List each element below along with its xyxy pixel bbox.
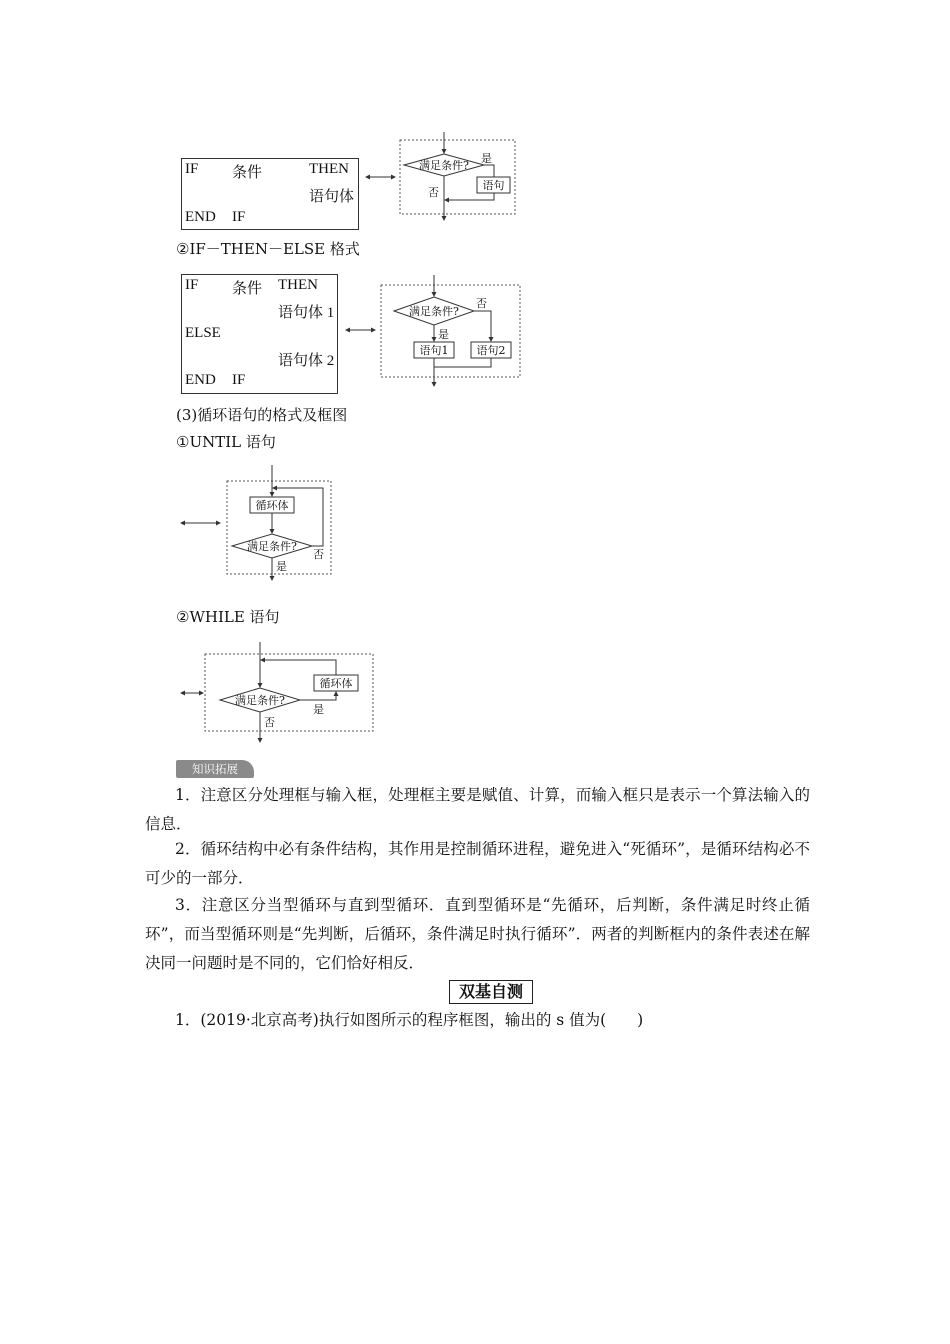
no-label: 否 <box>476 297 487 310</box>
para-text: 1．注意区分处理框与输入框，处理框主要是赋值、计算，而输入框只是表示一个算法输入的信息． <box>145 786 810 833</box>
yes-label: 是 <box>481 152 492 165</box>
yes-label: 是 <box>313 703 324 716</box>
if-then-flowchart <box>360 132 525 222</box>
knowledge-para-1 <box>145 781 810 839</box>
until-flowchart <box>175 465 335 585</box>
code-endif: IF <box>232 372 246 388</box>
loop-body-label: 循环体 <box>255 499 289 512</box>
loop-body-label: 循环体 <box>319 677 353 690</box>
while-flowchart <box>175 642 380 746</box>
diamond-label: 满足条件? <box>419 159 469 172</box>
code-then: THEN <box>278 277 318 293</box>
no-label: 否 <box>313 548 324 561</box>
loop-heading: (3)循环语句的格式及框图 <box>176 406 348 424</box>
code-endif: IF <box>232 209 246 225</box>
code-else: ELSE <box>185 325 221 341</box>
code-if: IF <box>185 161 199 177</box>
stmt2-label: 语句2 <box>476 344 506 357</box>
para-text: 3．注意区分当型循环与直到型循环．直到型循环是“先循环，后判断，条件满足时终止循环”，而当型循环则是“先判断，后循环，条件满足时执行循环”．两者的判断框内的条件表述在解决同一问题时是不同的，它们恰好相反． <box>145 896 810 972</box>
code-then: THEN <box>309 161 349 177</box>
until-caption: ①UNTIL 语句 <box>176 433 276 451</box>
code-body1: 语句体 1 <box>278 305 335 321</box>
diamond-label: 满足条件? <box>409 305 459 318</box>
code-condition: 条件 <box>232 281 263 297</box>
diamond-label: 满足条件? <box>247 540 297 553</box>
knowledge-badge: 知识拓展 <box>176 760 254 778</box>
no-label: 否 <box>264 716 275 729</box>
code-end: END <box>185 209 216 225</box>
code-condition: 条件 <box>232 165 263 181</box>
code-if: IF <box>185 277 199 293</box>
code-end: END <box>185 372 216 388</box>
yes-label: 是 <box>438 328 449 341</box>
if-else-caption: ②IF－THEN－ELSE 格式 <box>176 240 360 258</box>
if-else-code-box <box>181 274 338 394</box>
stmt1-label: 语句1 <box>419 344 449 357</box>
para-text: 2．循环结构中必有条件结构，其作用是控制循环进程，避免进入“死循环”，是循环结构必不可少的一部分． <box>145 840 810 887</box>
diamond-label: 满足条件? <box>235 694 285 707</box>
code-body2: 语句体 2 <box>278 353 335 369</box>
question-1 <box>145 1006 810 1035</box>
code-body: 语句体 <box>309 189 355 205</box>
if-then-code-box <box>181 158 359 230</box>
no-label: 否 <box>428 186 439 199</box>
yes-label: 是 <box>276 560 287 573</box>
stmt-label: 语句 <box>482 179 505 192</box>
self-test-title: 双基自测 <box>449 980 533 1004</box>
if-else-flowchart <box>340 275 525 390</box>
knowledge-para-2 <box>145 835 810 893</box>
while-caption: ②WHILE 语句 <box>176 608 280 626</box>
question-text: 1．(2019·北京高考)执行如图所示的程序框图，输出的 s 值为( ) <box>175 1011 644 1029</box>
knowledge-para-3 <box>145 891 810 978</box>
